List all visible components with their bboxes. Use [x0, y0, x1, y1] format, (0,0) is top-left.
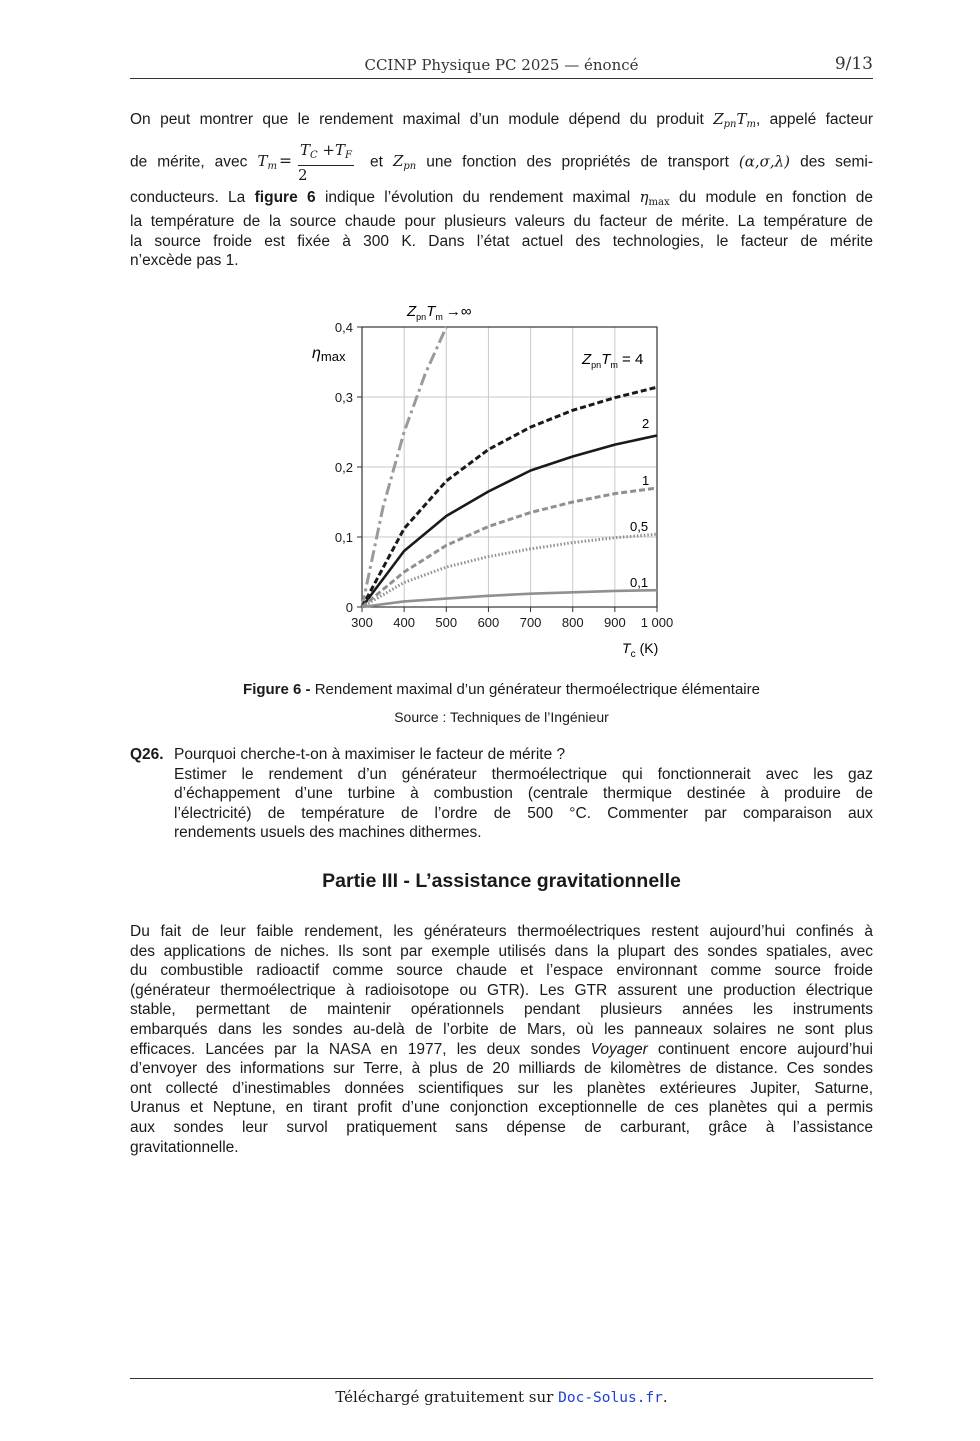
x-tick-label-6: 900	[604, 615, 626, 630]
math-zpn: $Z_{pn}$	[392, 152, 417, 173]
series-line-3	[362, 488, 657, 607]
page-number: 9/13	[834, 54, 873, 74]
header-title: CCINP Physique PC 2025 — énoncé	[364, 56, 639, 74]
section-title: Partie III - L’assistance gravitationnelle	[322, 870, 681, 892]
doc-solus-link[interactable]: Doc-Solus.fr	[558, 1390, 663, 1406]
x-tick-label-0: 300	[351, 615, 373, 630]
label-one: 1	[642, 473, 650, 488]
intro-line-1: On peut montrer que le rendement maximal d’un module dépend du produit $Z_{pn}T_m$, appelé facteur	[130, 110, 874, 130]
label-four: $Z_{pn}T_m = 4$	[582, 351, 644, 370]
x-tick-label-3: 600	[477, 615, 500, 630]
page-footer: Téléchargé gratuitement sur Doc-Solus.fr.	[130, 1378, 873, 1406]
y-tick-label-0: 0	[345, 600, 353, 615]
series-line-2	[362, 436, 657, 608]
math-zpn-tm: $Z_{pn}T_m$	[713, 110, 756, 130]
x-tick-label-4: 700	[519, 615, 542, 630]
x-tick-label-1: 400	[393, 615, 415, 630]
label-tenth: 0,1	[630, 575, 649, 590]
x-axis-label: $T_c$ (K)	[622, 640, 659, 660]
intro-line-6: n’excède pas 1.	[130, 252, 239, 270]
intro-paragraph	[130, 110, 873, 271]
intro-line-3: conducteurs. La figure 6 indique l’évolution du rendement maximal $\eta_{max}$ du module en fonction de	[130, 187, 874, 208]
y-tick-label-3: 0,3	[334, 390, 353, 405]
body-line-7: efficaces. Lancées par la NASA en 1977, les deux sondes Voyager continuent encore aujourd’hui	[130, 1040, 873, 1058]
figure-ref: figure 6	[254, 188, 316, 206]
series-line-1	[362, 387, 657, 607]
figure-source: Source : Techniques de l’Ingénieur	[394, 709, 609, 725]
y-tick-label-1: 0,1	[334, 530, 353, 545]
question-number: Q26.	[130, 746, 164, 763]
x-tick-label-7: 1 000	[640, 615, 674, 630]
intro-line-5: la source froide est fixée à 300 K. Dans l’état actuel des technologies, le facteur de mérite	[130, 232, 873, 250]
page-header	[130, 54, 873, 79]
math-fraction: $\frac{T_C +T_F}{2}$	[297, 140, 352, 184]
body-paragraph: Du fait de leur faible rendement, les générateurs thermoélectriques restent aujourd’hui confinés à des applications de niches. Ils sont par exemple utilisés dans la plupart des sondes spatiales, avec du combustible radioactif comme source chaude et l’espace environnant comme source froide (générateur thermoélectrique à radioisotope ou GTR). Les GTR assurent une production électrique stable, permettant de maintenir opérationnels pendant plusieurs années les instruments embarqués dans les sondes au-delà de l’orbite de Mars, où les panneaux solaires ne sont plus efficaces. Lancées par la NASA en 1977, les deux sondes Voyager continuent encore aujourd’hui d’envoyer des informations sur Terre, à plus de 20 milliards de kilomètres de distance. Ces sondes ont collecté d’inestimables données scientifiques sur les planètes extérieures Jupiter, Saturne, Uranus et Neptune, en tirant profit d’une conjonction exceptionnelle de ces planètes qui a permis aux sondes leur survol pratiquement sans dépense de carburant, grâce à l’assistance gravitationnelle.	[130, 923, 873, 1156]
x-tick-label-5: 800	[561, 615, 584, 630]
math-eta-max: $\eta_{max}$	[639, 187, 670, 208]
math-tm: $T_m$	[257, 152, 277, 173]
intro-line-4: la température de la source chaude pour plusieurs valeurs du facteur de mérite. La température de	[130, 213, 873, 231]
y-tick-label-2: 0,2	[334, 460, 353, 475]
intro-line-2: de mérite, avec $T_m$ = $\frac{T_C +T_F}{2}$ et $Z_{pn}$ une fonction des propriétés de transport (α,σ,λ) des semi-	[130, 140, 873, 184]
figure-6-chart	[300, 296, 700, 666]
label-infinity: $Z_{pn}T_m$ →∞	[407, 303, 472, 322]
figure-caption: Figure 6 - Rendement maximal d’un générateur thermoélectrique élémentaire	[243, 681, 760, 698]
y-tick-label-4: 0,4	[334, 320, 353, 335]
label-two: 2	[642, 416, 650, 431]
question-body: Pourquoi cherche-t-on à maximiser le facteur de mérite ? Estimer le rendement d’un générateur thermoélectrique qui fonctionnerait avec les gaz d’échappement d’une turbine à combustion (centrale thermique destinée à produire de l’électricité) de température de l’ordre de 500 °C. Commenter par comparaison aux rendements usuels des machines dithermes.	[174, 746, 873, 842]
y-axis-label: ηmax	[312, 345, 346, 364]
series-line-5	[362, 590, 657, 607]
math-transport: (α,σ,λ)	[738, 152, 791, 171]
x-tick-label-2: 500	[435, 615, 458, 630]
label-half: 0,5	[630, 519, 649, 534]
